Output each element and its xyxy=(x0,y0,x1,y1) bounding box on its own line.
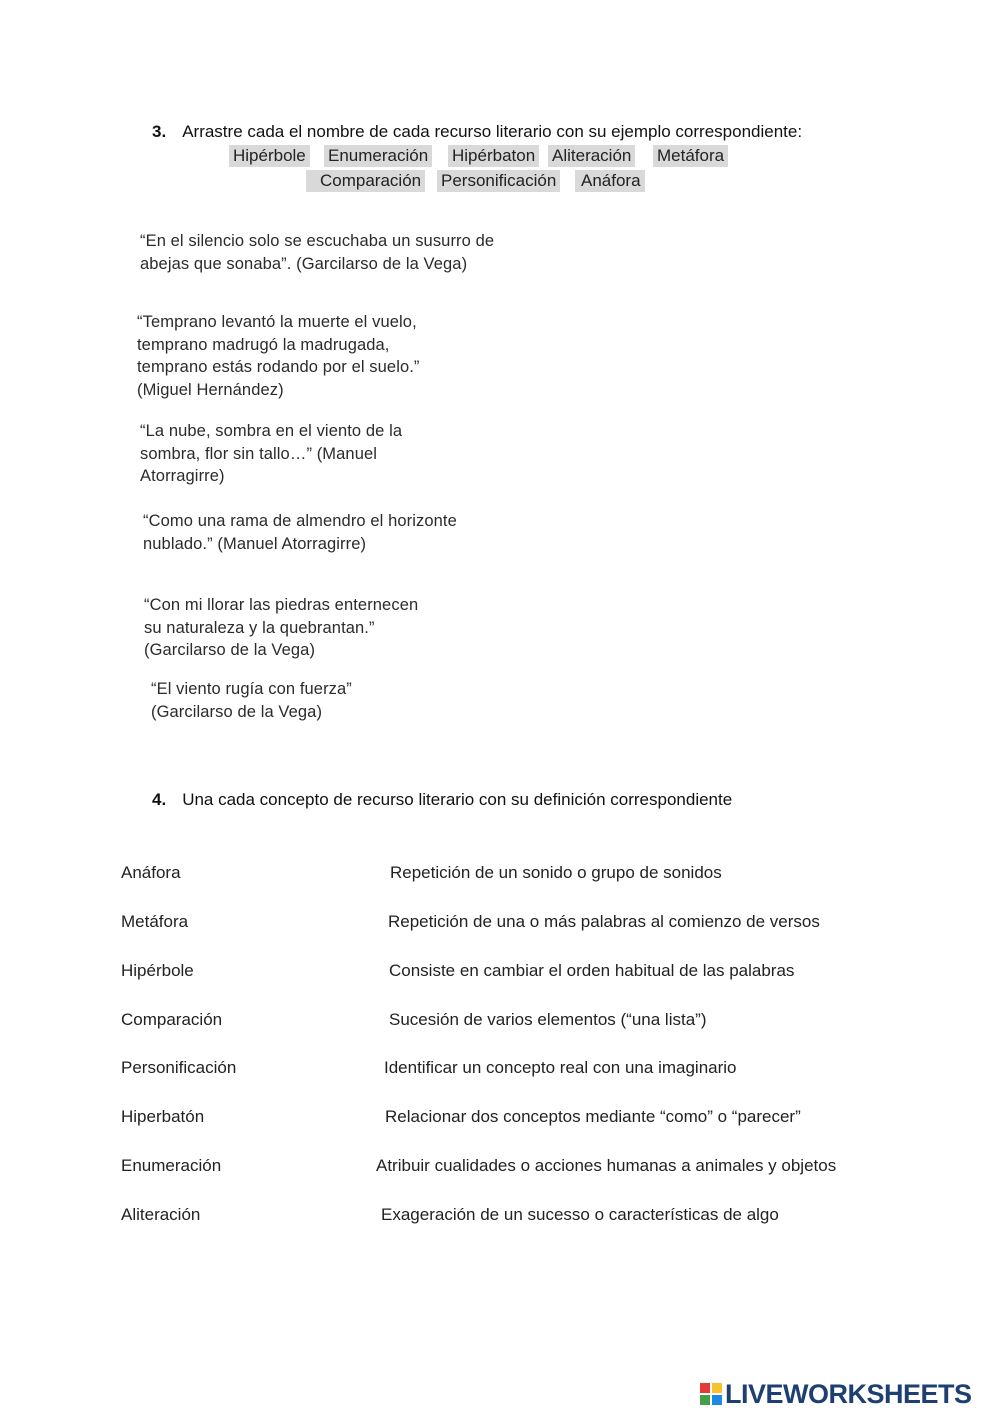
example-3-line: Atorragirre) xyxy=(140,467,225,485)
question-4-title xyxy=(152,790,732,810)
concept-metafora[interactable]: Metáfora xyxy=(121,912,189,931)
example-2-line: “Temprano levantó la muerte el vuelo, xyxy=(137,313,417,331)
concept-personificacion[interactable]: Personificación xyxy=(121,1058,237,1077)
example-3 xyxy=(140,420,402,488)
question-3-number: 3. xyxy=(152,122,167,141)
concept-hiperbole[interactable]: Hipérbole xyxy=(121,961,194,980)
concept-enumeracion[interactable]: Enumeración xyxy=(121,1156,222,1175)
drag-chip-anafora[interactable]: Anáfora xyxy=(575,170,645,192)
example-5-line: (Garcilarso de la Vega) xyxy=(144,641,316,659)
question-3-instruction: Arrastre cada el nombre de cada recurso literario con su ejemplo correspondiente: xyxy=(182,122,803,141)
question-4-instruction: Una cada concepto de recurso literario con su definición correspondiente xyxy=(182,790,733,809)
example-2-line: temprano estás rodando por el suelo.” xyxy=(137,358,420,376)
concept-anafora[interactable]: Anáfora xyxy=(121,863,181,882)
definition-7[interactable]: Atribuir cualidades o acciones humanas a animales y objetos xyxy=(376,1156,837,1175)
definition-3[interactable]: Consiste en cambiar el orden habitual de las palabras xyxy=(389,961,795,980)
example-4-line: “Como una rama de almendro el horizonte xyxy=(143,512,457,530)
definition-2[interactable]: Repetición de una o más palabras al comienzo de versos xyxy=(388,912,820,931)
logo-text: LIVEWORKSHEETS xyxy=(725,1378,972,1409)
concept-aliteracion[interactable]: Aliteración xyxy=(121,1205,201,1224)
concept-comparacion[interactable]: Comparación xyxy=(121,1010,223,1029)
drag-chip-hiperbole[interactable]: Hipérbole xyxy=(229,145,310,167)
definition-8[interactable]: Exageración de un sucesso o características de algo xyxy=(381,1205,779,1224)
drag-chip-comparacion[interactable]: Comparación xyxy=(306,170,425,192)
logo-square-icon xyxy=(700,1395,710,1405)
example-5-line: su naturaleza y la quebrantan.” xyxy=(144,618,375,637)
concept-hiperbaton[interactable]: Hiperbatón xyxy=(121,1107,205,1126)
example-6-line: “El viento rugía con fuerza” xyxy=(151,680,352,698)
example-2 xyxy=(137,311,420,401)
example-5-line: “Con mi llorar las piedras enternecen xyxy=(144,596,419,614)
example-2-line: (Miguel Hernández) xyxy=(137,380,284,399)
example-1-line: abejas que sonaba”. (Garcilarso de la Vega) xyxy=(140,254,468,273)
definition-4[interactable]: Sucesión de varios elementos (“una lista”) xyxy=(389,1010,707,1029)
question-4-number: 4. xyxy=(152,790,167,809)
logo-square-icon xyxy=(712,1383,722,1393)
example-1 xyxy=(140,230,494,275)
drag-chip-aliteracion[interactable]: Aliteración xyxy=(548,145,635,167)
logo-square-icon xyxy=(700,1383,710,1393)
example-4-line: nublado.” (Manuel Atorragirre) xyxy=(143,534,367,553)
example-6 xyxy=(151,678,352,723)
definition-6[interactable]: Relacionar dos conceptos mediante “como” o “parecer” xyxy=(385,1107,801,1126)
logo-grid-icon xyxy=(700,1383,722,1405)
drag-chip-hiperbaton[interactable]: Hipérbaton xyxy=(448,145,539,167)
example-2-line: temprano madrugó la madrugada, xyxy=(137,335,390,354)
example-3-line: sombra, flor sin tallo…” (Manuel xyxy=(140,444,378,463)
drag-chip-enumeracion[interactable]: Enumeración xyxy=(324,145,432,167)
logo-square-icon xyxy=(712,1395,722,1405)
example-3-line: “La nube, sombra en el viento de la xyxy=(140,422,403,440)
drag-chip-personificacion[interactable]: Personificación xyxy=(437,170,560,192)
example-1-line: “En el silencio solo se escuchaba un susurro de xyxy=(140,232,495,250)
example-6-line: (Garcilarso de la Vega) xyxy=(151,702,323,721)
example-5 xyxy=(144,594,418,662)
liveworksheets-logo xyxy=(700,1380,972,1408)
question-3-title xyxy=(152,122,802,142)
definition-5[interactable]: Identificar un concepto real con una imaginario xyxy=(384,1058,737,1077)
example-4 xyxy=(143,510,457,555)
drag-chip-metafora[interactable]: Metáfora xyxy=(653,145,728,167)
definition-1[interactable]: Repetición de un sonido o grupo de sonidos xyxy=(390,863,722,882)
